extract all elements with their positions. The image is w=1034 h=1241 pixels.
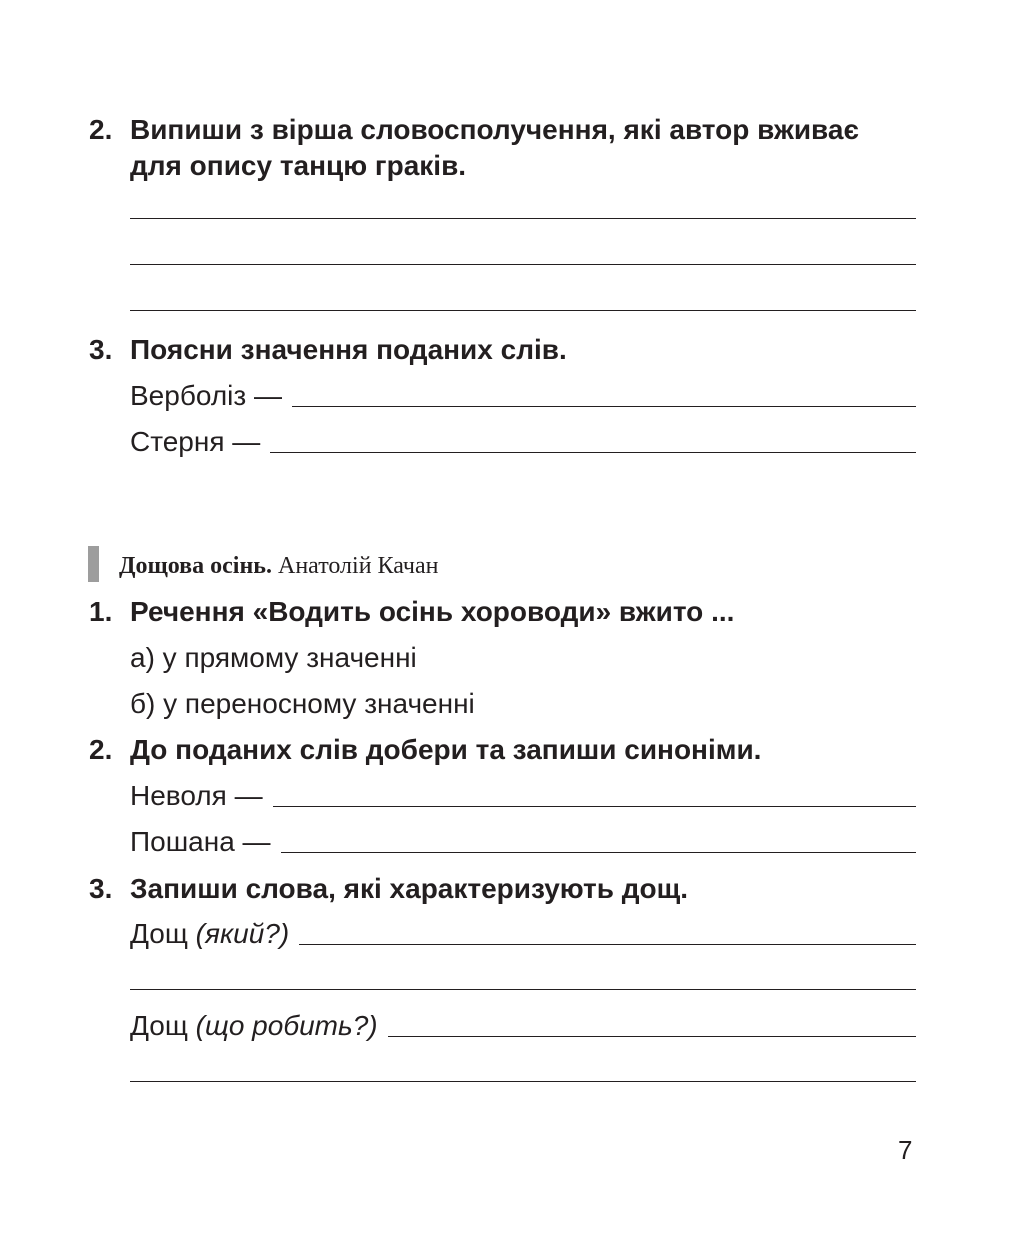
- term-hint: (що робить?): [195, 1010, 378, 1041]
- answer-line[interactable]: [130, 218, 916, 219]
- term-label: Дощ: [130, 918, 188, 949]
- section-heading: [119, 548, 438, 584]
- term-label: Неволя —: [130, 780, 263, 811]
- question-text: Речення «Водить осінь хороводи» вжито ...: [130, 596, 735, 627]
- term-label: Дощ: [130, 1010, 188, 1041]
- answer-line[interactable]: [281, 852, 916, 853]
- answer-line[interactable]: [130, 989, 916, 990]
- answer-option-a[interactable]: а) у прямому значенні: [130, 642, 417, 673]
- answer-line[interactable]: [388, 1036, 916, 1037]
- question-text: До поданих слів добери та запиши синоніми.: [130, 734, 762, 765]
- synonym-row: [130, 824, 916, 860]
- synonym-row: [130, 778, 916, 814]
- question-text-continued: для опису танцю граків.: [130, 150, 467, 181]
- question-number: 3.: [89, 873, 113, 904]
- page-number: 7: [898, 1135, 913, 1165]
- answer-line[interactable]: [270, 452, 916, 453]
- answer-line[interactable]: [130, 310, 916, 311]
- definition-row: [130, 378, 916, 414]
- question-number: 2.: [89, 114, 113, 145]
- definition-row: [130, 424, 916, 460]
- term-hint: (який?): [195, 918, 290, 949]
- question-number: 1.: [89, 596, 113, 627]
- answer-line[interactable]: [292, 406, 916, 407]
- answer-line[interactable]: [299, 944, 916, 945]
- section-marker: [88, 546, 99, 582]
- answer-line[interactable]: [130, 264, 916, 265]
- question-number: 3.: [89, 334, 113, 365]
- poem-author: Анатолій Качан: [277, 553, 439, 579]
- poem-title: Дощова осінь.: [119, 553, 272, 579]
- describe-row: [130, 1008, 916, 1044]
- question-text: Запиши слова, які характеризують дощ.: [130, 873, 688, 904]
- question-text: Поясни значення поданих слів.: [130, 334, 567, 365]
- answer-option-b[interactable]: б) у переносному значенні: [130, 688, 475, 719]
- term-label: Верболіз —: [130, 380, 282, 411]
- answer-line[interactable]: [273, 806, 916, 807]
- term-label: Пошана —: [130, 826, 271, 857]
- question-text: Випиши з вірша словосполучення, які автор вживає: [130, 114, 859, 145]
- describe-row: [130, 916, 916, 952]
- term-label: Стерня —: [130, 426, 261, 457]
- question-number: 2.: [89, 734, 113, 765]
- answer-line[interactable]: [130, 1081, 916, 1082]
